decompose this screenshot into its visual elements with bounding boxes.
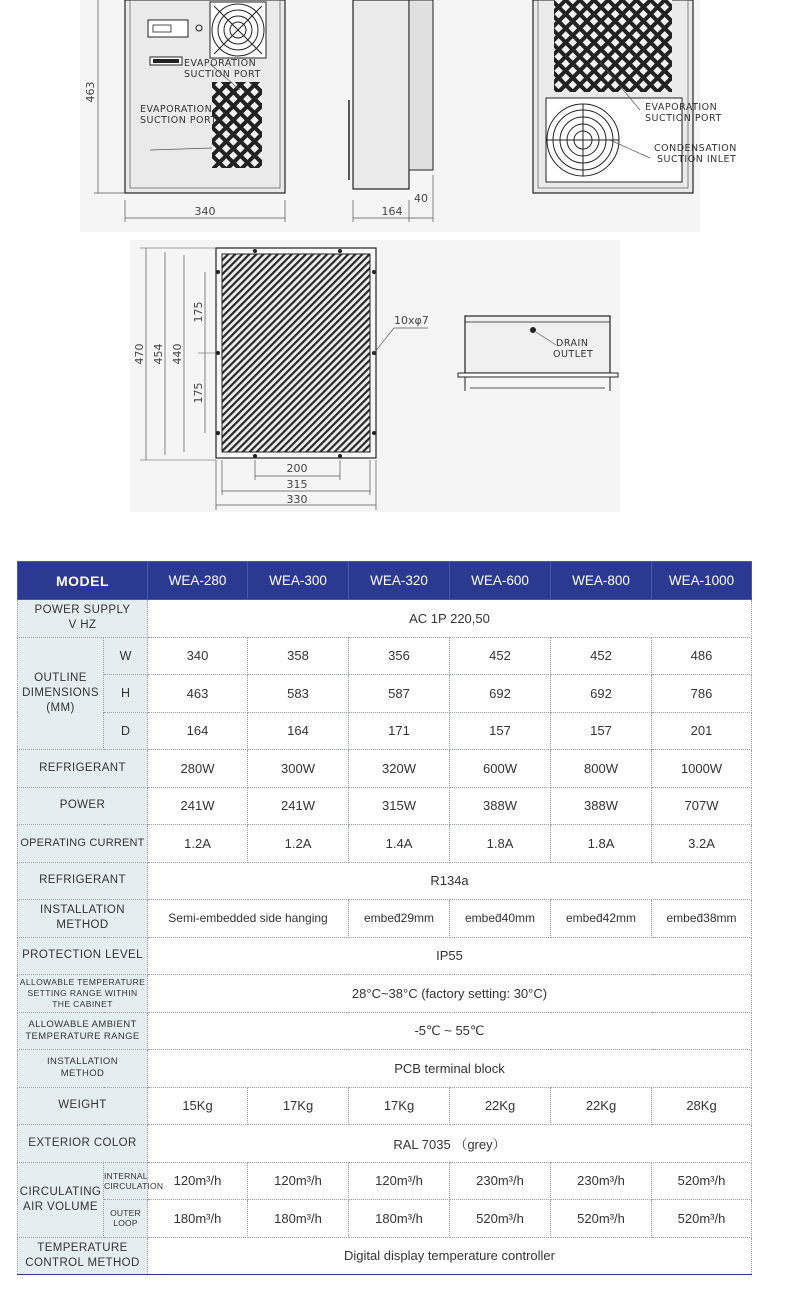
label-installation-2: INSTALLATION METHOD	[18, 1050, 148, 1088]
value-installation-span: Semi-embedded side hanging	[148, 900, 349, 938]
dim-panel-h1: 470	[133, 343, 146, 365]
dim-panel-seg2: 175	[192, 382, 205, 404]
cell: 358	[248, 637, 349, 675]
cell: 600W	[450, 750, 551, 788]
dim-side-step: 40	[414, 192, 428, 205]
cell: 388W	[450, 787, 551, 825]
cell: 520m³/h	[652, 1200, 752, 1238]
cell: 164	[248, 712, 349, 750]
cell: 120m³/h	[148, 1162, 248, 1200]
cell: 22Kg	[551, 1087, 652, 1125]
cell: 120m³/h	[248, 1162, 349, 1200]
cell: 157	[450, 712, 551, 750]
label-drain-a: DRAIN	[556, 338, 589, 349]
sub-w: W	[104, 637, 148, 675]
cell: 692	[450, 675, 551, 713]
cell: 230m³/h	[551, 1162, 652, 1200]
cell: 230m³/h	[450, 1162, 551, 1200]
label-installation: INSTALLATION METHOD	[18, 900, 148, 938]
cell: embed̄29mm	[349, 900, 450, 938]
dim-panel-w2: 315	[286, 478, 308, 491]
value-power-supply: AC 1P 220,50	[148, 600, 752, 638]
row-power	[18, 787, 752, 825]
cell: 180m³/h	[148, 1200, 248, 1238]
label-evap-port-3b: SUCTION PORT	[645, 113, 722, 124]
row-refrigerant-capacity	[18, 750, 752, 788]
header-model-5: WEA-800	[551, 562, 652, 600]
cell: 340	[148, 637, 248, 675]
cell: embed̄42mm	[551, 900, 652, 938]
cell: 520m³/h	[652, 1162, 752, 1200]
label-ambient: ALLOWABLE AMBIENT TEMPERATURE RANGE	[18, 1012, 148, 1050]
cell: 201	[652, 712, 752, 750]
cell: 452	[450, 637, 551, 675]
dim-panel-h3: 440	[171, 343, 184, 365]
header-row	[18, 562, 752, 600]
cell: 120m³/h	[349, 1162, 450, 1200]
dim-front-height: 463	[84, 81, 97, 103]
cell: 241W	[148, 787, 248, 825]
label-power: POWER	[18, 787, 148, 825]
header-model-6: WEA-1000	[652, 562, 752, 600]
dim-panel-h2: 454	[152, 343, 165, 365]
dim-front-width: 340	[194, 205, 216, 218]
header-model-4: WEA-600	[450, 562, 551, 600]
cell: 587	[349, 675, 450, 713]
cell: 463	[148, 675, 248, 713]
row-ambient	[18, 1012, 752, 1050]
header-model-3: WEA-320	[349, 562, 450, 600]
row-installation	[18, 900, 752, 938]
value-control: Digital display temperature controller	[148, 1237, 752, 1275]
header-model: MODEL	[18, 562, 148, 600]
cell: 157	[551, 712, 652, 750]
sub-d: D	[104, 712, 148, 750]
cell: 280W	[148, 750, 248, 788]
cell: 583	[248, 675, 349, 713]
cell: 171	[349, 712, 450, 750]
row-power-supply	[18, 600, 752, 638]
sub-internal: INTERNAL CIRCULATION	[104, 1162, 148, 1200]
cell: 241W	[248, 787, 349, 825]
row-current	[18, 825, 752, 863]
header-model-2: WEA-300	[248, 562, 349, 600]
cell: 180m³/h	[248, 1200, 349, 1238]
label-drain-b: OUTLET	[553, 349, 594, 360]
cell: 786	[652, 675, 752, 713]
row-color	[18, 1125, 752, 1163]
label-weight: WEIGHT	[18, 1087, 148, 1125]
cell: 17Kg	[349, 1087, 450, 1125]
row-weight	[18, 1087, 752, 1125]
cell: 180m³/h	[349, 1200, 450, 1238]
label-current: OPERATING CURRENT	[18, 825, 148, 863]
rear-view	[533, 0, 737, 193]
cell: 1.8A	[450, 825, 551, 863]
label-refrigerant-type: REFRIGERANT	[18, 862, 148, 900]
dim-panel-w3: 330	[286, 493, 308, 506]
cell: 17Kg	[248, 1087, 349, 1125]
header-model-1: WEA-280	[148, 562, 248, 600]
dim-panel-w1: 200	[286, 462, 308, 475]
value-protection: IP55	[148, 937, 752, 975]
dim-panel-seg1: 175	[192, 301, 205, 323]
cell: 164	[148, 712, 248, 750]
cell: 22Kg	[450, 1087, 551, 1125]
label-evap-port-1b: SUCTION PORT	[184, 69, 261, 80]
cell: 300W	[248, 750, 349, 788]
value-temp-setting: 28°C~38°C (factory setting: 30°C)	[148, 975, 752, 1013]
cell: embed̄38mm	[652, 900, 752, 938]
value-installation-2: PCB terminal block	[148, 1050, 752, 1088]
cell: 15Kg	[148, 1087, 248, 1125]
dim-side-depth: 164	[381, 205, 403, 218]
cell: 1.8A	[551, 825, 652, 863]
row-installation-2	[18, 1050, 752, 1088]
row-control	[18, 1237, 752, 1275]
label-air: CIRCULATING AIR VOLUME	[18, 1162, 104, 1237]
label-outline: OUTLINE DIMENSIONS (MM)	[18, 637, 104, 750]
cell: 1.4A	[349, 825, 450, 863]
cell: 3.2A	[652, 825, 752, 863]
cell: 692	[551, 675, 652, 713]
label-temp-setting: ALLOWABLE TEMPERATURE SETTING RANGE WITHIN THE CABINET	[18, 975, 148, 1013]
cell: 520m³/h	[551, 1200, 652, 1238]
cell: 1.2A	[148, 825, 248, 863]
row-air-outer	[18, 1200, 752, 1238]
value-ambient: -5℃ ~ 55℃	[148, 1012, 752, 1050]
cell: 28Kg	[652, 1087, 752, 1125]
row-protection	[18, 937, 752, 975]
cell: 388W	[551, 787, 652, 825]
cell: 486	[652, 637, 752, 675]
cell: 452	[551, 637, 652, 675]
label-color: EXTERIOR COLOR	[18, 1125, 148, 1163]
cell: 1.2A	[248, 825, 349, 863]
label-holes: 10xφ7	[394, 314, 429, 327]
cell: embed̄40mm	[450, 900, 551, 938]
cell: 315W	[349, 787, 450, 825]
row-refrigerant-type	[18, 862, 752, 900]
label-evap-port-1a: EVAPORATION	[184, 58, 257, 69]
cell: 356	[349, 637, 450, 675]
label-cond-inlet-a: CONDENSATION	[654, 143, 737, 154]
spec-table	[17, 561, 752, 1275]
cell: 1000W	[652, 750, 752, 788]
row-air-internal	[18, 1162, 752, 1200]
cell: 320W	[349, 750, 450, 788]
label-protection: PROTECTION LEVEL	[18, 937, 148, 975]
label-control: TEMPERATURE CONTROL METHOD	[18, 1237, 148, 1275]
row-outline-d	[18, 712, 752, 750]
technical-drawing	[0, 0, 790, 520]
label-evap-port-2b: SUCTION PORT	[140, 115, 217, 126]
cell: 800W	[551, 750, 652, 788]
value-color: RAL 7035 （grey）	[148, 1125, 752, 1163]
cell: 707W	[652, 787, 752, 825]
label-evap-port-3a: EVAPORATION	[645, 102, 718, 113]
value-refrigerant-type: R134a	[148, 862, 752, 900]
sub-h: H	[104, 675, 148, 713]
label-cond-inlet-b: SUCTION INLET	[657, 154, 737, 165]
row-outline-h	[18, 675, 752, 713]
sub-outer: OUTER LOOP	[104, 1200, 148, 1238]
row-temp-setting	[18, 975, 752, 1013]
label-refrigerant-capacity: REFRIGERANT	[18, 750, 148, 788]
row-outline-w	[18, 637, 752, 675]
cell: 520m³/h	[450, 1200, 551, 1238]
label-evap-port-2a: EVAPORATION	[140, 104, 213, 115]
label-power-supply: POWER SUPPLY V HZ	[18, 600, 148, 638]
